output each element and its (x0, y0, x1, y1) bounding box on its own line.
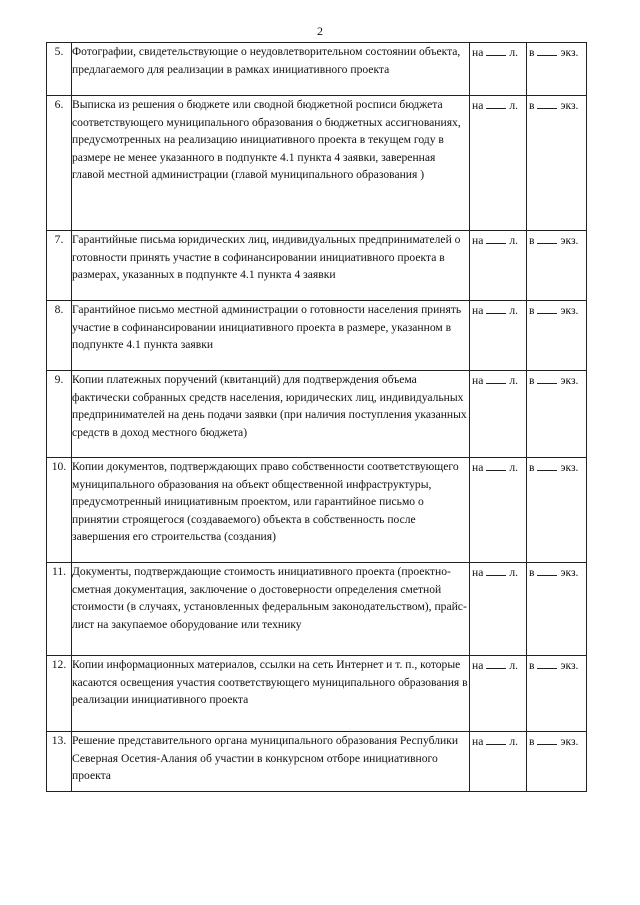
pages-blank (486, 96, 506, 109)
pages-count-field (470, 563, 527, 656)
pages-blank (486, 301, 506, 314)
copies-prefix: в (529, 234, 535, 247)
pages-prefix: на (472, 304, 484, 317)
copies-suffix: экз. (560, 566, 579, 579)
pages-prefix: на (472, 234, 484, 247)
pages-suffix: л. (509, 234, 519, 247)
row-description: Копии платежных поручений (квитанций) для подтверждения объема фактически собранных средств населения, юридических лиц, индивидуальных предпринимателей на день подачи заявки (при наличия поступления указанных средств в доход местного бюджета) (72, 371, 470, 458)
pages-count-field (470, 656, 527, 732)
row-number: 6. (47, 96, 72, 231)
row-number: 5. (47, 43, 72, 96)
row-number: 12. (47, 656, 72, 732)
copies-prefix: в (529, 304, 535, 317)
table-row (47, 371, 587, 458)
pages-blank (486, 732, 506, 745)
table-row (47, 231, 587, 301)
copies-blank (537, 231, 557, 244)
copies-suffix: экз. (560, 374, 579, 387)
table-row (47, 563, 587, 656)
copies-count-field (527, 231, 587, 301)
pages-count-field (470, 96, 527, 231)
documents-table (46, 42, 587, 792)
row-number: 9. (47, 371, 72, 458)
pages-suffix: л. (509, 304, 519, 317)
copies-prefix: в (529, 46, 535, 59)
table-row (47, 301, 587, 371)
row-description: Фотографии, свидетельствующие о неудовлетворительном состоянии объекта, предлагаемого для реализации в рамках инициативного проекта (72, 43, 470, 96)
copies-prefix: в (529, 566, 535, 579)
copies-suffix: экз. (560, 461, 579, 474)
copies-suffix: экз. (560, 99, 579, 112)
pages-suffix: л. (509, 461, 519, 474)
copies-suffix: экз. (560, 46, 579, 59)
pages-prefix: на (472, 659, 484, 672)
row-description: Гарантийные письма юридических лиц, индивидуальных предпринимателей о готовности принять участие в софинансировании инициативного проекта в размерах, указанных в подпункте 4.1 пункта 4 заявки (72, 231, 470, 301)
pages-suffix: л. (509, 374, 519, 387)
row-number: 13. (47, 732, 72, 792)
copies-blank (537, 96, 557, 109)
pages-blank (486, 371, 506, 384)
copies-prefix: в (529, 374, 535, 387)
copies-blank (537, 458, 557, 471)
pages-count-field (470, 231, 527, 301)
pages-suffix: л. (509, 566, 519, 579)
copies-prefix: в (529, 735, 535, 748)
pages-suffix: л. (509, 99, 519, 112)
pages-blank (486, 43, 506, 56)
pages-count-field (470, 732, 527, 792)
pages-count-field (470, 458, 527, 563)
pages-prefix: на (472, 99, 484, 112)
pages-count-field (470, 371, 527, 458)
copies-blank (537, 301, 557, 314)
copies-count-field (527, 301, 587, 371)
copies-count-field (527, 732, 587, 792)
row-number: 10. (47, 458, 72, 563)
pages-count-field (470, 301, 527, 371)
pages-suffix: л. (509, 659, 519, 672)
pages-blank (486, 458, 506, 471)
copies-count-field (527, 96, 587, 231)
row-number: 8. (47, 301, 72, 371)
copies-count-field (527, 458, 587, 563)
pages-prefix: на (472, 735, 484, 748)
copies-count-field (527, 371, 587, 458)
copies-blank (537, 656, 557, 669)
pages-prefix: на (472, 374, 484, 387)
copies-count-field (527, 43, 587, 96)
row-number: 7. (47, 231, 72, 301)
pages-blank (486, 231, 506, 244)
copies-count-field (527, 656, 587, 732)
row-description: Выписка из решения о бюджете или сводной бюджетной росписи бюджета соответствующего муниципального образования о бюджетных ассигнованиях, предусмотренных на реализацию инициативного проекта в текущем году в размере не менее указанного в подпункте 4.1 пункта 4 заявки, заверенная главой местной администрации (главой муниципального образования ) (72, 96, 470, 231)
copies-suffix: экз. (560, 234, 579, 247)
table-row (47, 656, 587, 732)
row-description: Копии информационных материалов, ссылки на сеть Интернет и т. п., которые касаются освещения участия соответствующего муниципального образования в реализации инициативного проекта (72, 656, 470, 732)
pages-suffix: л. (509, 46, 519, 59)
pages-suffix: л. (509, 735, 519, 748)
copies-suffix: экз. (560, 735, 579, 748)
copies-blank (537, 371, 557, 384)
copies-prefix: в (529, 461, 535, 474)
copies-prefix: в (529, 99, 535, 112)
pages-count-field (470, 43, 527, 96)
row-description: Копии документов, подтверждающих право собственности соответствующего муниципального образования на объект общественной инфраструктуры, предусмотренный инициативным проектом, или гарантийное письмо о принятии строящегося (создаваемого) объекта в собственность после завершения его строительства (создания) (72, 458, 470, 563)
copies-suffix: экз. (560, 659, 579, 672)
copies-suffix: экз. (560, 304, 579, 317)
pages-prefix: на (472, 46, 484, 59)
copies-blank (537, 43, 557, 56)
pages-blank (486, 563, 506, 576)
row-description: Решение представительного органа муниципального образования Республики Северная Осетия-Алания об участии в конкурсном отборе инициативного проекта (72, 732, 470, 792)
table-row (47, 458, 587, 563)
pages-prefix: на (472, 566, 484, 579)
row-description: Гарантийное письмо местной администрации о готовности населения принять участие в софинансировании инициативного проекта в размере, указанном в подпункте 4.1 пункта заявки (72, 301, 470, 371)
table-row (47, 43, 587, 96)
page-number: 2 (317, 24, 323, 38)
row-description: Документы, подтверждающие стоимость инициативного проекта (проектно-сметная документация, заключение о достоверности определения сметной стоимости (в случаях, установленных федеральным законодательством), прайс-лист на закупаемое оборудование или технику (72, 563, 470, 656)
copies-blank (537, 563, 557, 576)
pages-prefix: на (472, 461, 484, 474)
copies-blank (537, 732, 557, 745)
copies-prefix: в (529, 659, 535, 672)
table-row (47, 96, 587, 231)
copies-count-field (527, 563, 587, 656)
pages-blank (486, 656, 506, 669)
table-row (47, 732, 587, 792)
row-number: 11. (47, 563, 72, 656)
